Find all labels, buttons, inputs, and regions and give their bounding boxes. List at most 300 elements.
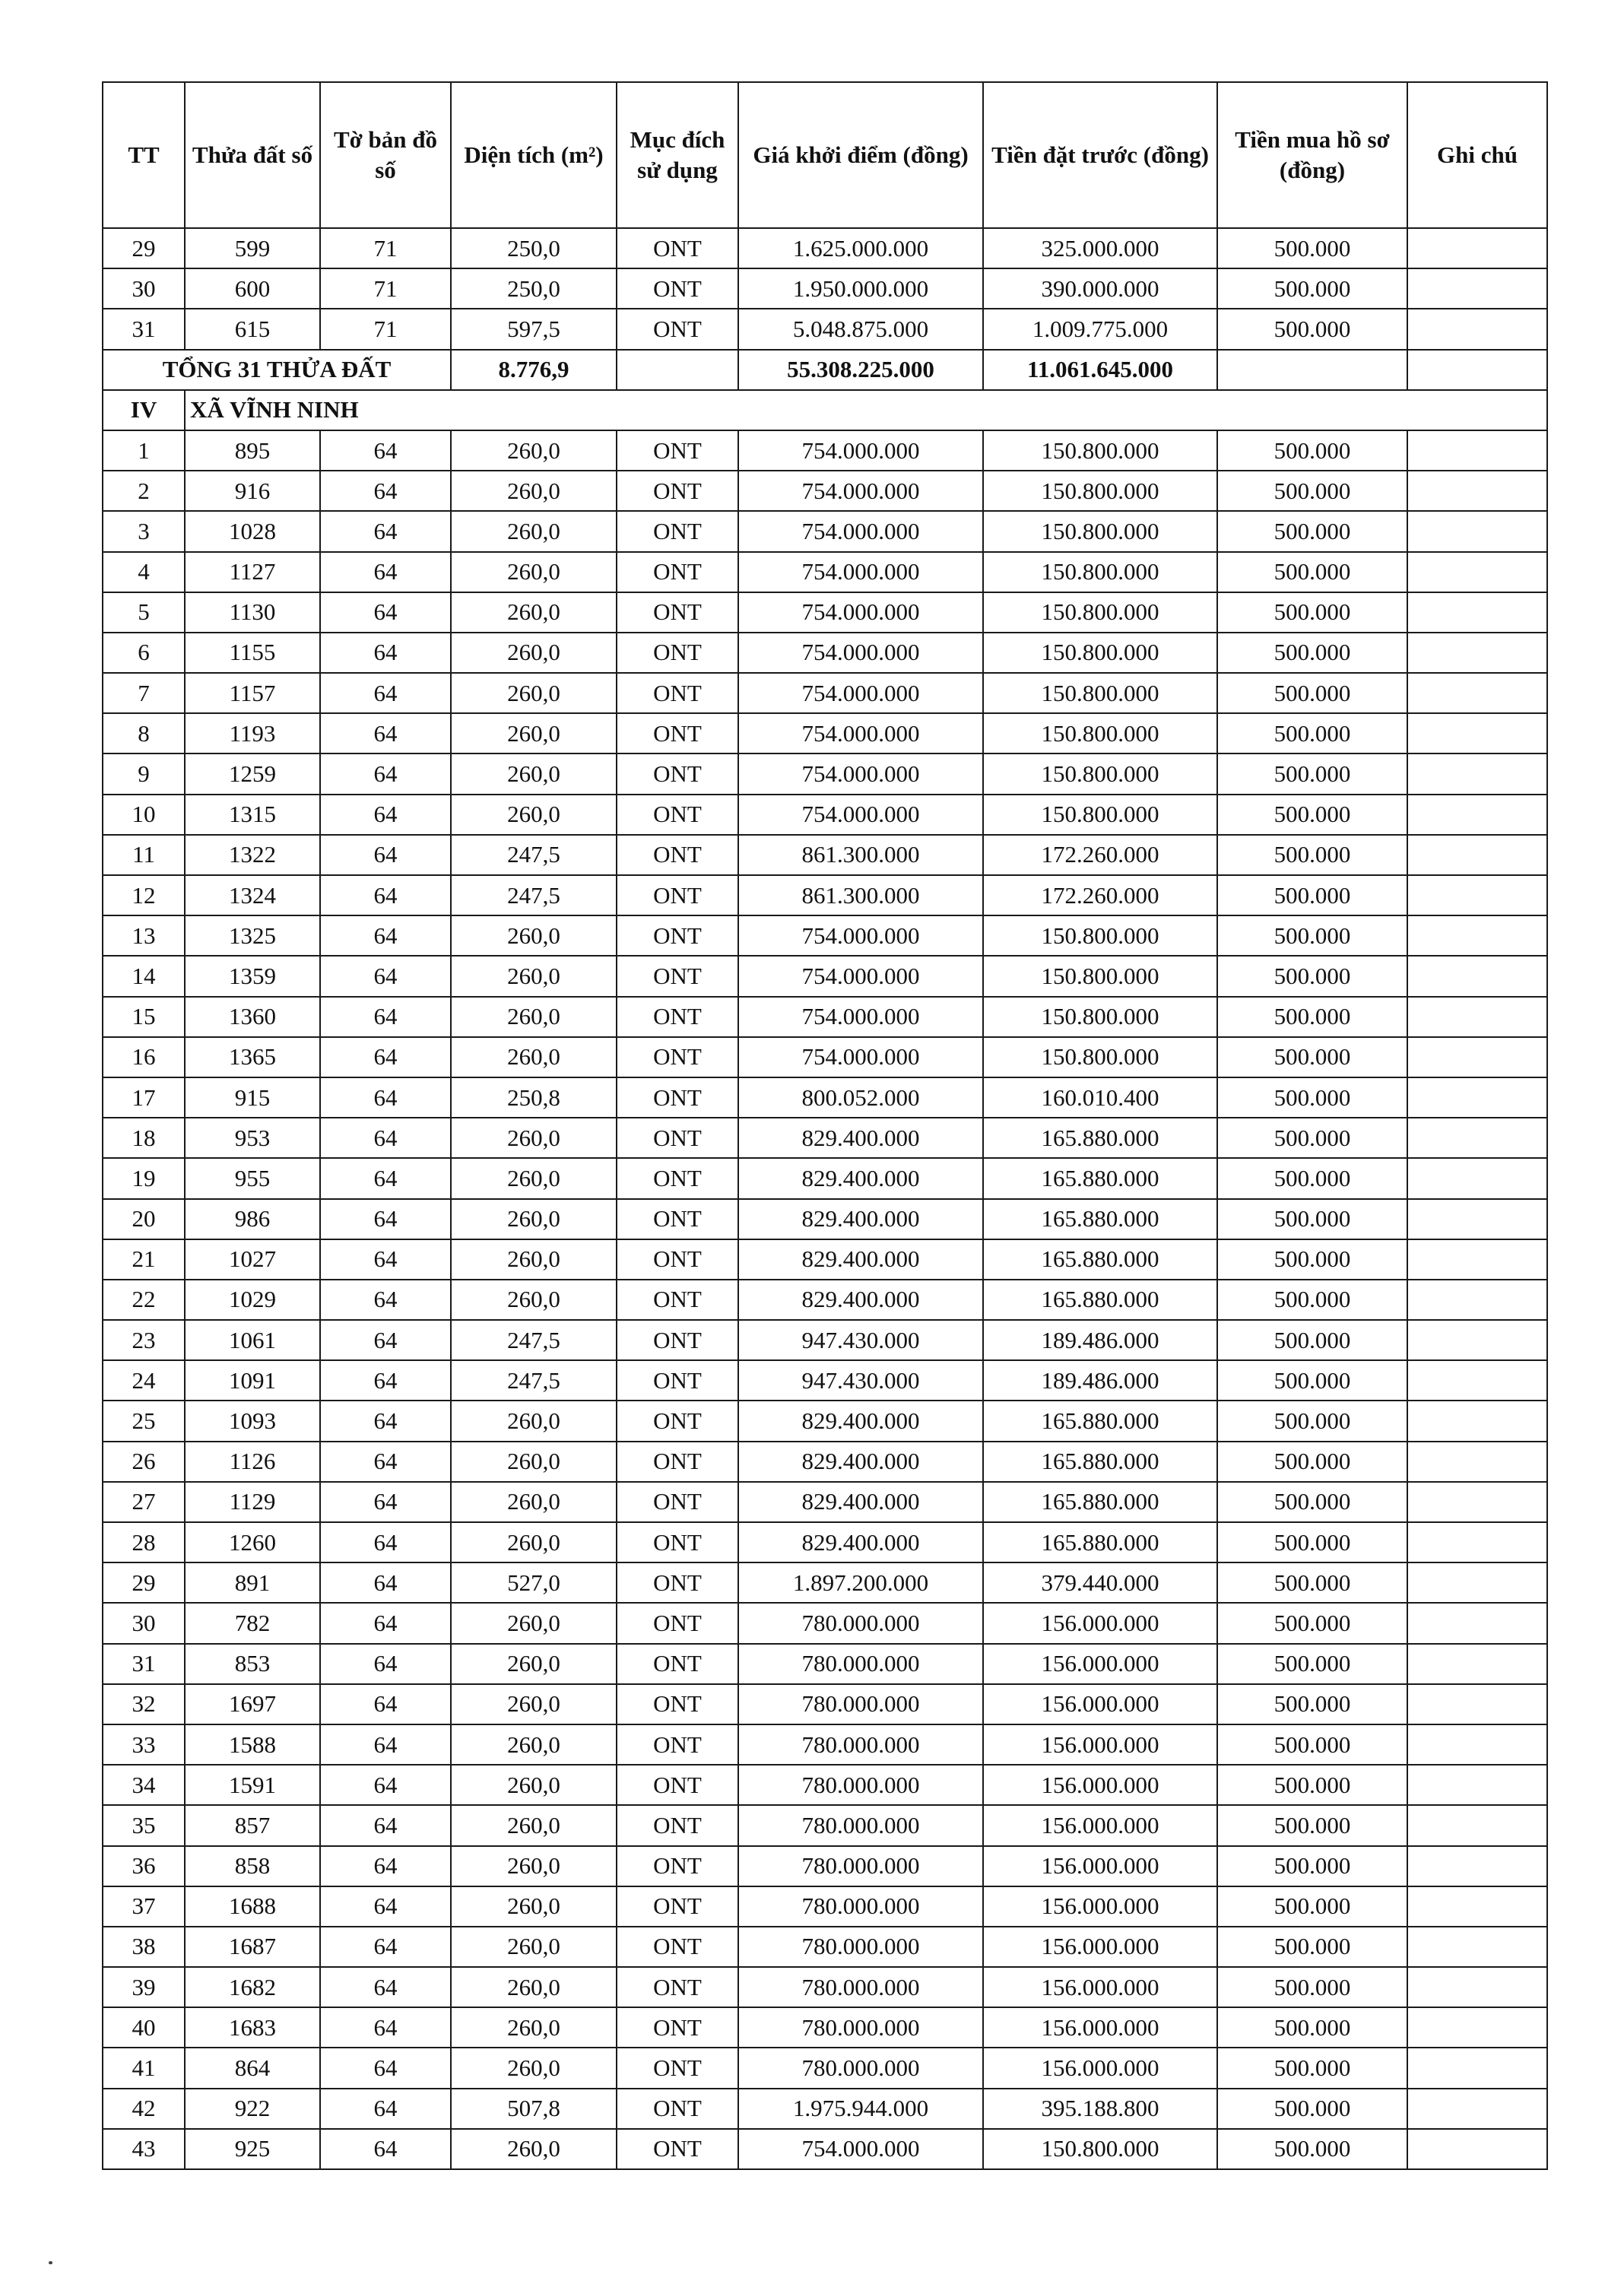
table-row <box>103 835 1547 875</box>
cell-land-use: ONT <box>617 673 738 713</box>
cell-parcel: 953 <box>185 1118 320 1158</box>
cell-area: 247,5 <box>451 1320 617 1360</box>
cell-area: 260,0 <box>451 2007 617 2048</box>
cell-parcel: 1155 <box>185 633 320 673</box>
cell-land-use: ONT <box>617 1724 738 1765</box>
cell-map-sheet: 64 <box>320 1360 451 1401</box>
cell-map-sheet: 64 <box>320 633 451 673</box>
cell-dossier-fee: 500.000 <box>1217 1401 1407 1441</box>
cell-area: 260,0 <box>451 1401 617 1441</box>
cell-land-use: ONT <box>617 1805 738 1845</box>
cell-deposit: 150.800.000 <box>983 1037 1217 1077</box>
cell-area: 260,0 <box>451 471 617 511</box>
table-row <box>103 875 1547 915</box>
cell-map-sheet: 64 <box>320 1239 451 1280</box>
cell-tt: 8 <box>103 713 185 753</box>
table-row <box>103 1239 1547 1280</box>
table-row <box>103 1562 1547 1603</box>
cell-tt: 26 <box>103 1442 185 1482</box>
cell-land-use: ONT <box>617 915 738 956</box>
cell-deposit: 165.880.000 <box>983 1442 1217 1482</box>
cell-map-sheet: 64 <box>320 1927 451 1967</box>
cell-notes <box>1407 2007 1547 2048</box>
cell-deposit: 156.000.000 <box>983 1805 1217 1845</box>
cell-land-use: ONT <box>617 1522 738 1562</box>
total-empty-use <box>617 350 738 390</box>
cell-notes <box>1407 1644 1547 1684</box>
cell-land-use: ONT <box>617 471 738 511</box>
cell-land-use: ONT <box>617 1077 738 1118</box>
cell-starting-price: 780.000.000 <box>738 1684 983 1724</box>
table-row <box>103 471 1547 511</box>
cell-deposit: 395.188.800 <box>983 2089 1217 2129</box>
cell-deposit: 165.880.000 <box>983 1158 1217 1198</box>
cell-dossier-fee: 500.000 <box>1217 1442 1407 1482</box>
table-row <box>103 673 1547 713</box>
cell-tt: 27 <box>103 1482 185 1522</box>
cell-area: 260,0 <box>451 1644 617 1684</box>
cell-starting-price: 1.897.200.000 <box>738 1562 983 1603</box>
cell-land-use: ONT <box>617 1442 738 1482</box>
cell-tt: 37 <box>103 1886 185 1927</box>
cell-tt: 33 <box>103 1724 185 1765</box>
cell-land-use: ONT <box>617 1037 738 1077</box>
cell-map-sheet: 64 <box>320 1562 451 1603</box>
cell-starting-price: 754.000.000 <box>738 753 983 794</box>
cell-area: 260,0 <box>451 1724 617 1765</box>
cell-dossier-fee: 500.000 <box>1217 915 1407 956</box>
cell-deposit: 150.800.000 <box>983 753 1217 794</box>
cell-tt: 34 <box>103 1765 185 1805</box>
cell-parcel: 916 <box>185 471 320 511</box>
cell-parcel: 1588 <box>185 1724 320 1765</box>
cell-parcel: 1688 <box>185 1886 320 1927</box>
cell-parcel: 599 <box>185 228 320 268</box>
cell-land-use: ONT <box>617 1158 738 1198</box>
cell-deposit: 150.800.000 <box>983 915 1217 956</box>
cell-dossier-fee: 500.000 <box>1217 430 1407 471</box>
cell-land-use: ONT <box>617 1765 738 1805</box>
cell-deposit: 150.800.000 <box>983 2129 1217 2169</box>
cell-land-use: ONT <box>617 1320 738 1360</box>
cell-starting-price: 780.000.000 <box>738 1805 983 1845</box>
cell-starting-price: 780.000.000 <box>738 1886 983 1927</box>
table-row <box>103 2048 1547 2088</box>
cell-dossier-fee: 500.000 <box>1217 1320 1407 1360</box>
cell-tt: 7 <box>103 673 185 713</box>
cell-starting-price: 1.950.000.000 <box>738 268 983 309</box>
cell-deposit: 150.800.000 <box>983 471 1217 511</box>
cell-deposit: 172.260.000 <box>983 835 1217 875</box>
cell-parcel: 1127 <box>185 552 320 592</box>
cell-area: 260,0 <box>451 1442 617 1482</box>
cell-starting-price: 5.048.875.000 <box>738 309 983 349</box>
cell-area: 260,0 <box>451 1522 617 1562</box>
table-row <box>103 1401 1547 1441</box>
cell-starting-price: 754.000.000 <box>738 552 983 592</box>
cell-dossier-fee: 500.000 <box>1217 1603 1407 1643</box>
cell-deposit: 150.800.000 <box>983 956 1217 996</box>
cell-dossier-fee: 500.000 <box>1217 1360 1407 1401</box>
cell-dossier-fee: 500.000 <box>1217 956 1407 996</box>
cell-notes <box>1407 835 1547 875</box>
cell-map-sheet: 64 <box>320 673 451 713</box>
cell-starting-price: 780.000.000 <box>738 1765 983 1805</box>
cell-area: 260,0 <box>451 1280 617 1320</box>
cell-map-sheet: 64 <box>320 1118 451 1158</box>
cell-area: 260,0 <box>451 1118 617 1158</box>
cell-parcel: 1028 <box>185 511 320 551</box>
cell-parcel: 1130 <box>185 592 320 633</box>
cell-map-sheet: 64 <box>320 1967 451 2007</box>
cell-land-use: ONT <box>617 753 738 794</box>
table-row <box>103 1765 1547 1805</box>
cell-land-use: ONT <box>617 1562 738 1603</box>
cell-land-use: ONT <box>617 228 738 268</box>
cell-starting-price: 754.000.000 <box>738 1037 983 1077</box>
cell-notes <box>1407 1199 1547 1239</box>
cell-map-sheet: 64 <box>320 1401 451 1441</box>
section-number: IV <box>103 390 185 430</box>
cell-parcel: 1315 <box>185 795 320 835</box>
cell-parcel: 857 <box>185 1805 320 1845</box>
cell-starting-price: 754.000.000 <box>738 511 983 551</box>
cell-map-sheet: 64 <box>320 2048 451 2088</box>
cell-area: 260,0 <box>451 1199 617 1239</box>
header-map-sheet: Tờ bản đồ số <box>320 82 451 228</box>
table-row <box>103 753 1547 794</box>
cell-starting-price: 800.052.000 <box>738 1077 983 1118</box>
cell-notes <box>1407 1805 1547 1845</box>
cell-parcel: 853 <box>185 1644 320 1684</box>
cell-land-use: ONT <box>617 1280 738 1320</box>
cell-tt: 28 <box>103 1522 185 1562</box>
table-row <box>103 1522 1547 1562</box>
cell-starting-price: 780.000.000 <box>738 2048 983 2088</box>
document-page <box>102 81 1546 2170</box>
cell-tt: 29 <box>103 1562 185 1603</box>
cell-notes <box>1407 1724 1547 1765</box>
cell-dossier-fee: 500.000 <box>1217 1644 1407 1684</box>
cell-notes <box>1407 673 1547 713</box>
cell-map-sheet: 71 <box>320 309 451 349</box>
cell-starting-price: 754.000.000 <box>738 471 983 511</box>
cell-starting-price: 1.975.944.000 <box>738 2089 983 2129</box>
cell-starting-price: 1.625.000.000 <box>738 228 983 268</box>
cell-land-use: ONT <box>617 2089 738 2129</box>
cell-map-sheet: 64 <box>320 1077 451 1118</box>
cell-map-sheet: 64 <box>320 1442 451 1482</box>
cell-parcel: 864 <box>185 2048 320 2088</box>
header-deposit: Tiền đặt trước (đồng) <box>983 82 1217 228</box>
cell-notes <box>1407 1037 1547 1077</box>
cell-map-sheet: 64 <box>320 997 451 1037</box>
cell-dossier-fee: 500.000 <box>1217 1118 1407 1158</box>
cell-notes <box>1407 956 1547 996</box>
cell-starting-price: 754.000.000 <box>738 915 983 956</box>
cell-notes <box>1407 1158 1547 1198</box>
cell-tt: 4 <box>103 552 185 592</box>
cell-deposit: 156.000.000 <box>983 1886 1217 1927</box>
cell-deposit: 150.800.000 <box>983 552 1217 592</box>
cell-dossier-fee: 500.000 <box>1217 1684 1407 1724</box>
cell-dossier-fee: 500.000 <box>1217 1280 1407 1320</box>
cell-tt: 3 <box>103 511 185 551</box>
header-notes: Ghi chú <box>1407 82 1547 228</box>
cell-dossier-fee: 500.000 <box>1217 1037 1407 1077</box>
cell-area: 260,0 <box>451 552 617 592</box>
cell-map-sheet: 64 <box>320 1199 451 1239</box>
cell-starting-price: 754.000.000 <box>738 795 983 835</box>
cell-starting-price: 754.000.000 <box>738 2129 983 2169</box>
cell-deposit: 156.000.000 <box>983 2007 1217 2048</box>
cell-starting-price: 754.000.000 <box>738 430 983 471</box>
cell-map-sheet: 64 <box>320 1684 451 1724</box>
cell-dossier-fee: 500.000 <box>1217 633 1407 673</box>
cell-land-use: ONT <box>617 875 738 915</box>
cell-parcel: 1193 <box>185 713 320 753</box>
cell-deposit: 156.000.000 <box>983 1684 1217 1724</box>
table-row <box>103 1603 1547 1643</box>
cell-area: 260,0 <box>451 1603 617 1643</box>
cell-map-sheet: 64 <box>320 1886 451 1927</box>
cell-parcel: 1157 <box>185 673 320 713</box>
cell-parcel: 1027 <box>185 1239 320 1280</box>
cell-area: 260,0 <box>451 511 617 551</box>
table-row <box>103 1967 1547 2007</box>
cell-map-sheet: 64 <box>320 1037 451 1077</box>
cell-dossier-fee: 500.000 <box>1217 1886 1407 1927</box>
cell-land-use: ONT <box>617 633 738 673</box>
cell-notes <box>1407 1401 1547 1441</box>
cell-deposit: 150.800.000 <box>983 713 1217 753</box>
cell-tt: 36 <box>103 1846 185 1886</box>
cell-area: 260,0 <box>451 713 617 753</box>
cell-tt: 35 <box>103 1805 185 1845</box>
cell-starting-price: 780.000.000 <box>738 1967 983 2007</box>
cell-parcel: 1591 <box>185 1765 320 1805</box>
cell-dossier-fee: 500.000 <box>1217 268 1407 309</box>
cell-parcel: 1091 <box>185 1360 320 1401</box>
cell-starting-price: 829.400.000 <box>738 1158 983 1198</box>
table-row <box>103 956 1547 996</box>
cell-starting-price: 780.000.000 <box>738 1927 983 1967</box>
cell-dossier-fee: 500.000 <box>1217 1724 1407 1765</box>
cell-tt: 9 <box>103 753 185 794</box>
cell-tt: 1 <box>103 430 185 471</box>
table-row <box>103 1118 1547 1158</box>
cell-notes <box>1407 1967 1547 2007</box>
cell-area: 260,0 <box>451 1239 617 1280</box>
cell-land-use: ONT <box>617 1401 738 1441</box>
cell-map-sheet: 64 <box>320 795 451 835</box>
cell-notes <box>1407 713 1547 753</box>
cell-tt: 25 <box>103 1401 185 1441</box>
cell-deposit: 1.009.775.000 <box>983 309 1217 349</box>
cell-dossier-fee: 500.000 <box>1217 1927 1407 1967</box>
cell-area: 527,0 <box>451 1562 617 1603</box>
cell-parcel: 915 <box>185 1077 320 1118</box>
cell-tt: 31 <box>103 1644 185 1684</box>
cell-tt: 31 <box>103 309 185 349</box>
cell-map-sheet: 64 <box>320 1280 451 1320</box>
cell-parcel: 955 <box>185 1158 320 1198</box>
cell-parcel: 925 <box>185 2129 320 2169</box>
cell-area: 260,0 <box>451 1927 617 1967</box>
cell-area: 260,0 <box>451 592 617 633</box>
cell-map-sheet: 64 <box>320 1765 451 1805</box>
cell-notes <box>1407 1927 1547 1967</box>
table-row <box>103 268 1547 309</box>
cell-map-sheet: 64 <box>320 713 451 753</box>
land-auction-table <box>102 81 1548 2170</box>
cell-dossier-fee: 500.000 <box>1217 835 1407 875</box>
cell-tt: 39 <box>103 1967 185 2007</box>
cell-deposit: 379.440.000 <box>983 1562 1217 1603</box>
cell-land-use: ONT <box>617 1927 738 1967</box>
cell-map-sheet: 64 <box>320 1158 451 1198</box>
cell-area: 260,0 <box>451 2129 617 2169</box>
cell-tt: 43 <box>103 2129 185 2169</box>
cell-notes <box>1407 228 1547 268</box>
table-row <box>103 1805 1547 1845</box>
total-deposit: 11.061.645.000 <box>983 350 1217 390</box>
section-name: XÃ VĨNH NINH <box>185 390 1547 430</box>
cell-area: 247,5 <box>451 835 617 875</box>
cell-parcel: 1093 <box>185 1401 320 1441</box>
total-area: 8.776,9 <box>451 350 617 390</box>
header-row <box>103 82 1547 228</box>
cell-tt: 41 <box>103 2048 185 2088</box>
cell-area: 260,0 <box>451 915 617 956</box>
cell-dossier-fee: 500.000 <box>1217 2048 1407 2088</box>
cell-area: 597,5 <box>451 309 617 349</box>
cell-map-sheet: 64 <box>320 875 451 915</box>
cell-deposit: 189.486.000 <box>983 1320 1217 1360</box>
cell-area: 260,0 <box>451 633 617 673</box>
cell-map-sheet: 64 <box>320 1805 451 1845</box>
cell-tt: 14 <box>103 956 185 996</box>
cell-dossier-fee: 500.000 <box>1217 228 1407 268</box>
header-land-use: Mục đích sử dụng <box>617 82 738 228</box>
cell-dossier-fee: 500.000 <box>1217 1199 1407 1239</box>
cell-starting-price: 829.400.000 <box>738 1442 983 1482</box>
cell-starting-price: 780.000.000 <box>738 1603 983 1643</box>
cell-deposit: 165.880.000 <box>983 1199 1217 1239</box>
cell-map-sheet: 64 <box>320 1482 451 1522</box>
cell-dossier-fee: 500.000 <box>1217 552 1407 592</box>
cell-map-sheet: 64 <box>320 915 451 956</box>
cell-parcel: 1365 <box>185 1037 320 1077</box>
cell-area: 250,0 <box>451 268 617 309</box>
cell-starting-price: 861.300.000 <box>738 875 983 915</box>
cell-area: 260,0 <box>451 1684 617 1724</box>
cell-parcel: 615 <box>185 309 320 349</box>
cell-notes <box>1407 2129 1547 2169</box>
cell-land-use: ONT <box>617 552 738 592</box>
cell-starting-price: 754.000.000 <box>738 633 983 673</box>
cell-land-use: ONT <box>617 309 738 349</box>
cell-dossier-fee: 500.000 <box>1217 471 1407 511</box>
cell-map-sheet: 64 <box>320 835 451 875</box>
cell-deposit: 150.800.000 <box>983 430 1217 471</box>
cell-tt: 22 <box>103 1280 185 1320</box>
cell-land-use: ONT <box>617 997 738 1037</box>
cell-tt: 42 <box>103 2089 185 2129</box>
table-row <box>103 1199 1547 1239</box>
cell-land-use: ONT <box>617 1967 738 2007</box>
cell-area: 260,0 <box>451 997 617 1037</box>
cell-deposit: 156.000.000 <box>983 1846 1217 1886</box>
cell-dossier-fee: 500.000 <box>1217 795 1407 835</box>
cell-land-use: ONT <box>617 1603 738 1643</box>
table-row <box>103 997 1547 1037</box>
cell-tt: 11 <box>103 835 185 875</box>
cell-map-sheet: 64 <box>320 956 451 996</box>
cell-notes <box>1407 1765 1547 1805</box>
cell-area: 260,0 <box>451 795 617 835</box>
cell-tt: 13 <box>103 915 185 956</box>
cell-tt: 21 <box>103 1239 185 1280</box>
table-row <box>103 1360 1547 1401</box>
cell-map-sheet: 71 <box>320 228 451 268</box>
cell-area: 247,5 <box>451 1360 617 1401</box>
total-empty-fee <box>1217 350 1407 390</box>
cell-land-use: ONT <box>617 1644 738 1684</box>
cell-parcel: 1697 <box>185 1684 320 1724</box>
cell-notes <box>1407 633 1547 673</box>
table-row <box>103 1158 1547 1198</box>
cell-deposit: 150.800.000 <box>983 592 1217 633</box>
cell-notes <box>1407 1442 1547 1482</box>
total-empty-notes <box>1407 350 1547 390</box>
cell-parcel: 986 <box>185 1199 320 1239</box>
header-area: Diện tích (m²) <box>451 82 617 228</box>
cell-area: 250,8 <box>451 1077 617 1118</box>
cell-land-use: ONT <box>617 713 738 753</box>
cell-starting-price: 754.000.000 <box>738 673 983 713</box>
table-row <box>103 511 1547 551</box>
table-row <box>103 1684 1547 1724</box>
total-row <box>103 350 1547 390</box>
cell-dossier-fee: 500.000 <box>1217 511 1407 551</box>
table-row <box>103 795 1547 835</box>
cell-parcel: 1687 <box>185 1927 320 1967</box>
cell-deposit: 156.000.000 <box>983 1765 1217 1805</box>
cell-deposit: 165.880.000 <box>983 1118 1217 1158</box>
cell-parcel: 891 <box>185 1562 320 1603</box>
cell-tt: 2 <box>103 471 185 511</box>
cell-parcel: 1129 <box>185 1482 320 1522</box>
cell-starting-price: 829.400.000 <box>738 1239 983 1280</box>
cell-notes <box>1407 592 1547 633</box>
cell-land-use: ONT <box>617 1360 738 1401</box>
cell-land-use: ONT <box>617 1482 738 1522</box>
rows-vinh-ninh <box>103 430 1547 2169</box>
cell-area: 260,0 <box>451 1037 617 1077</box>
cell-map-sheet: 64 <box>320 430 451 471</box>
cell-parcel: 1029 <box>185 1280 320 1320</box>
cell-starting-price: 780.000.000 <box>738 1846 983 1886</box>
cell-notes <box>1407 268 1547 309</box>
header-dossier-fee: Tiền mua hồ sơ (đồng) <box>1217 82 1407 228</box>
cell-dossier-fee: 500.000 <box>1217 2129 1407 2169</box>
cell-land-use: ONT <box>617 430 738 471</box>
cell-parcel: 1126 <box>185 1442 320 1482</box>
cell-starting-price: 829.400.000 <box>738 1482 983 1522</box>
cell-dossier-fee: 500.000 <box>1217 713 1407 753</box>
cell-starting-price: 829.400.000 <box>738 1401 983 1441</box>
